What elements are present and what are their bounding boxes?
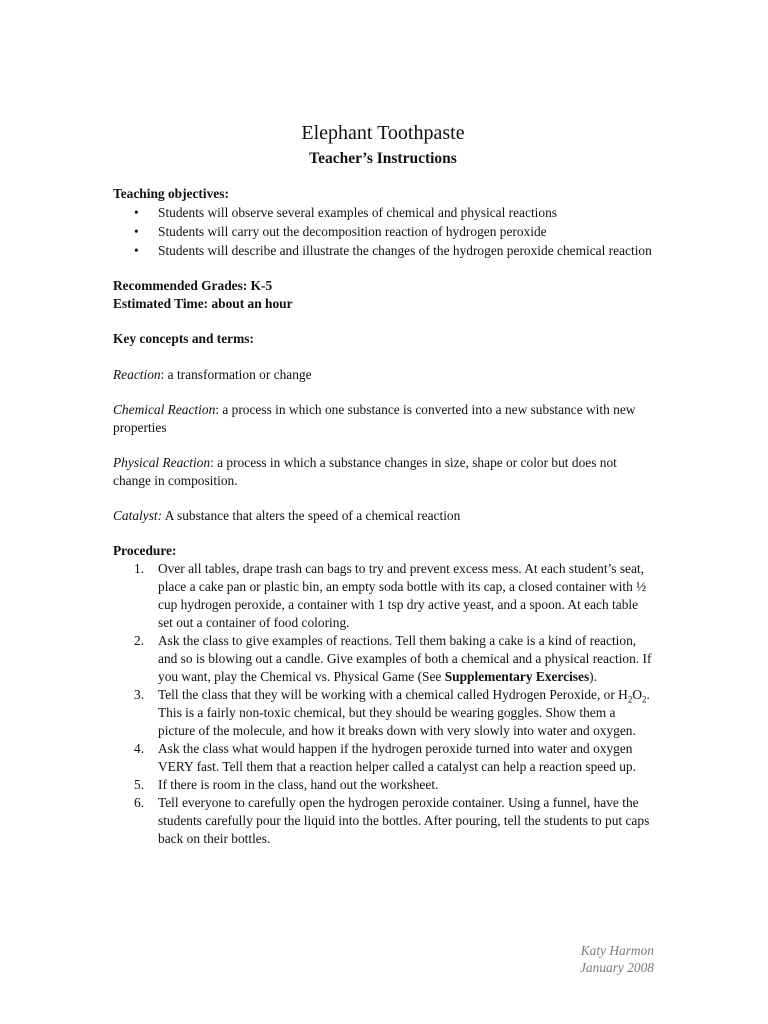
step-number: 2. <box>134 633 145 648</box>
procedure-heading: Procedure: <box>113 543 177 558</box>
term-name: Physical Reaction <box>113 455 211 470</box>
author-name: Katy Harmon <box>580 943 654 958</box>
procedure-list <box>113 560 653 848</box>
key-concepts-heading: Key concepts and terms: <box>113 331 254 346</box>
step-number: 5. <box>134 777 145 792</box>
term-physical-reaction <box>113 454 653 490</box>
objectives-heading: Teaching objectives: <box>113 186 229 201</box>
term-definition: A substance that alters the speed of a chemical reaction <box>162 508 461 523</box>
list-item: • Students will describe and illustrate the changes of the hydrogen peroxide chemical reaction <box>134 243 652 258</box>
step-number: 4. <box>134 741 145 756</box>
list-item: 3. Tell the class that they will be working with a chemical called Hydrogen Peroxide, or $H_2O_2$. This is a fairly non-toxic chemical, but they should be wearing goggles. Show them a picture of the molecule, and how it breaks down with very slowly into water and oxygen. <box>134 687 650 738</box>
term-catalyst <box>113 507 653 525</box>
term-name: Catalyst: <box>113 508 163 523</box>
bullet-icon: • <box>134 224 139 239</box>
recommended-grades: Recommended Grades: K-5 <box>113 278 273 293</box>
objectives-list <box>113 204 653 260</box>
document-footer <box>580 942 654 976</box>
step-number: 1. <box>134 561 145 576</box>
term-definitions <box>113 348 653 525</box>
term-definition: : a transformation or change <box>160 367 312 382</box>
list-item: 1. Over all tables, drape trash can bags to try and prevent excess mess. At each student’s seat, place a cake pan or plastic bin, an empty soda bottle with its cap, a closed container with ½ cup hydrogen peroxide, a container with 1 tsp dry active yeast, and a spoon. At each table set out a container of food coloring. <box>134 561 647 630</box>
bullet-icon: • <box>134 205 139 220</box>
list-item: • Students will observe several examples of chemical and physical reactions <box>134 205 557 220</box>
list-item: 5. If there is room in the class, hand out the worksheet. <box>134 777 439 792</box>
list-item: • Students will carry out the decomposition reaction of hydrogen peroxide <box>134 224 547 239</box>
term-name: Reaction <box>113 367 161 382</box>
term-definition: : a process in which one substance is converted into a new substance with new properties <box>113 402 636 435</box>
document-date: January 2008 <box>579 960 654 975</box>
list-item: 4. Ask the class what would happen if the hydrogen peroxide turned into water and oxygen VERY fast. Tell them that a reaction helper called a catalyst can help a reaction speed up. <box>134 741 636 774</box>
term-definition: : a process in which a substance changes in size, shape or color but does not change in composition. <box>113 455 617 488</box>
list-item: 2. Ask the class to give examples of reactions. Tell them baking a cake is a kind of reaction, and so is blowing out a candle. Give examples of both a chemical and a physical reaction. If you want, play the Chemical vs. Physical Game (See Supplementary Exercises). <box>134 633 652 684</box>
supplementary-exercises-ref: Supplementary Exercises <box>444 669 590 684</box>
term-chemical-reaction <box>113 401 653 437</box>
term-name: Chemical Reaction <box>113 402 216 417</box>
document-page <box>113 120 653 848</box>
step-number: 6. <box>134 795 145 810</box>
step-number: 3. <box>134 687 145 702</box>
bullet-icon: • <box>134 243 139 258</box>
estimated-time: Estimated Time: about an hour <box>113 296 293 311</box>
term-reaction <box>113 366 653 384</box>
document-title: Elephant Toothpaste <box>301 122 465 144</box>
document-subtitle: Teacher’s Instructions <box>309 150 457 167</box>
list-item: 6. Tell everyone to carefully open the hydrogen peroxide container. Using a funnel, have the students carefully pour the liquid into the bottles. After pouring, tell the students to put caps back on their bottles. <box>134 795 650 846</box>
